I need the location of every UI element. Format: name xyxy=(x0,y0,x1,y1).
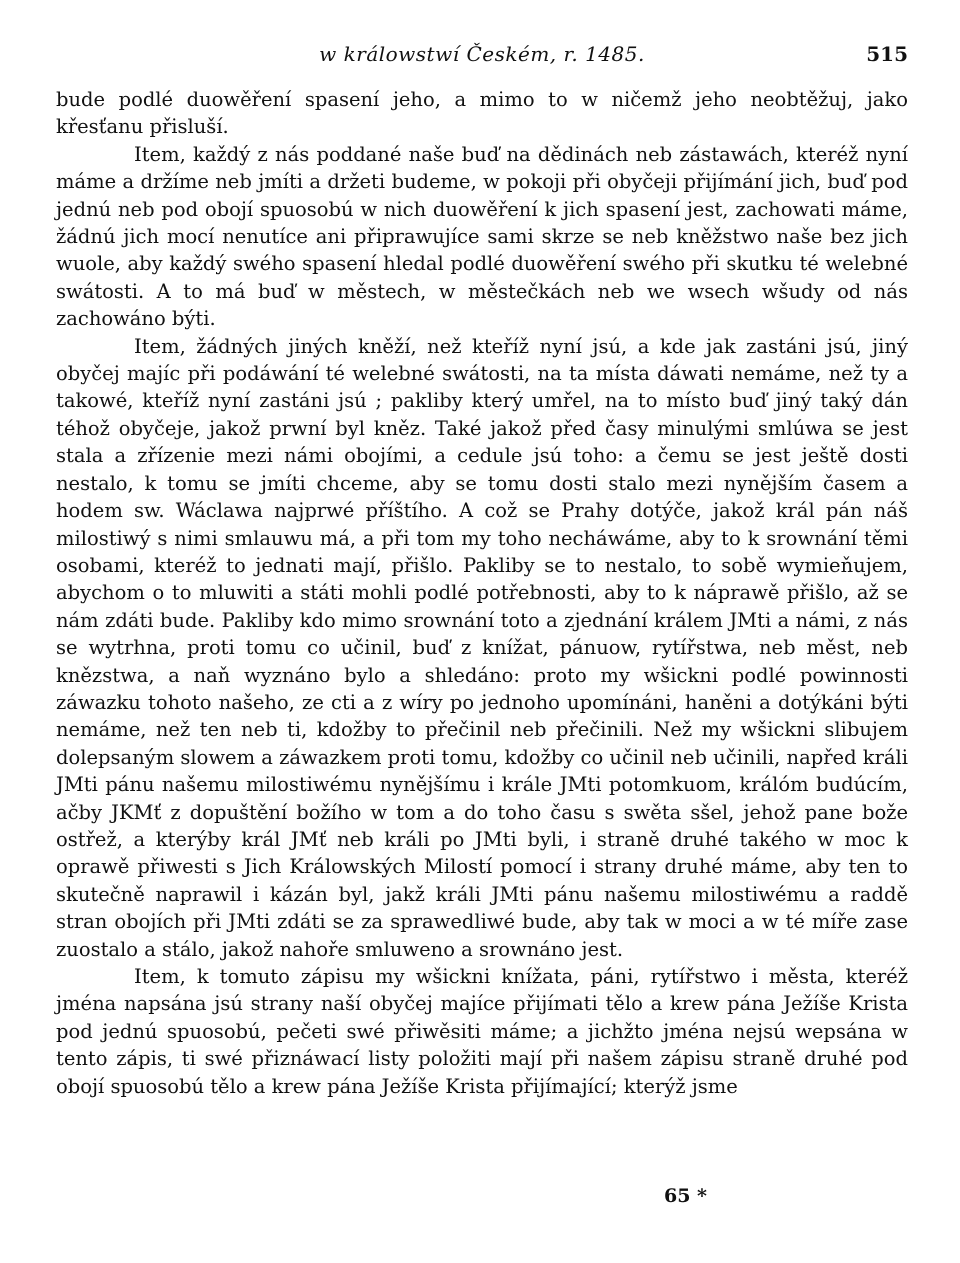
document-page xyxy=(56,38,908,1238)
paragraph-continuation: bude podlé duowěření spasení jeho, a mimo to w ničemž jeho neobtěžuj, jako křesťanu přisluší. xyxy=(56,88,908,139)
running-title: w králowstwí Českém, r. 1485. xyxy=(319,42,645,66)
paragraph-item-seals: Item, k tomuto zápisu my wšickni knížata, páni, rytířstwo i města, kteréž jména napsána jsú strany naší obyčej majíce přijímati tělo a krew pána Ježíše Krista pod jednú spuosobú, pečeti swé přiwěsiti máme; a jichžto jména nejsú wepsána w tento zápis, ti swé přiznáwací listy položiti mají při našem zápisu straně druhé pod obojí spuosobú tělo a krew pána Ježíše Krista přijímající; kterýž jsme xyxy=(56,965,908,1098)
paragraph-item-priests: Item, žádných jiných kněží, než kteříž nyní jsú, a kde jak zastáni jsú, jiný obyčej majíc při podáwání té welebné swátosti, na ta místa dáwati nemáme, než ty a takowé, kteříž nyní zastáni jsú ; pakliby který umřel, na to místo buď jiný taký dán téhož obyčeje, jakož prwní byl kněz. Také jakož před časy minulými smlúwa se jest stala a zřízenie mezi námi obojími, a cedule jsú toho: a čemu se jest ještě dosti nestalo, k tomu se jmíti chceme, aby se tomu dosti stalo mezi nynějším časem a hodem sw. Wáclawa najprwé příštího. A což se Prahy dotýče, jakož král pán náš milostiwý s nimi smlauwu má, a při tom my toho necháwáme, aby to k srownání těmi osobami, kteréž to jednati mají, přišlo. Pakliby se to nestalo, to sobě wymieňujem, abychom o to mluwiti a státi mohli podlé potřebnosti, aby to k náprawě přišlo, až se nám zdáti bude. Pakliby kdo mimo srownání toto a zjednání králem JMti a námi, z nás se wytrhna, proti tomu co učinil, buď z knížat, pánuow, rytířstwa, neb měst, neb knězstwa, a naň wyznáno bylo a shledáno: proto my wšickni podlé powinnosti záwazku tohoto našeho, ze cti a z wíry po jednoho upomínáni, haněni a dotýkáni býti nemáme, než ten neb ti, kdožby to přečinil neb přečinili. Než my wšickni slibujem dolepsaným slowem a záwazkem proti tomu, kdožby co učinil neb učinili, napřed králi JMti pánu našemu milostiwému nynějšímu i krále JMti potomkuom, králóm budúcím, ačby JKMť z dopuštění božího w tom a do toho času s swěta sšel, jehož pane bože ostřež, a kterýby král JMť neb králi po JMti byli, i straně druhé takého w moc k oprawě přiwesti s Jich Králowských Milostí pomocí i strany druhé máme, aby ten to skutečně naprawil i kázán byl, jakž králi JMti pánu našemu milostiwému a raddě stran obojích při JMti zdáti se za sprawedliwé bude, aby tak w moci a w té míře zase zuostalo a stálo, jakož nahoře smluweno a srownáno jest. xyxy=(56,334,908,961)
body-text xyxy=(56,86,908,1100)
paragraph-item-subjects: Item, každý z nás poddané naše buď na dědinách neb zástawách, kteréž nyní máme a držíme neb jmíti a držeti budeme, w pokoji při obyčeji přijímání jich, buď pod jednú neb pod obojí spuosobú w nich duowěření k jich spasení jest, zachowati máme, žádnú jich mocí nenutíce ani připrawujíce sami skrze se neb kněžstwo naše bez jich wuole, aby každý swého spasení hledal podlé duowěření swého při skutku té welebné swátosti. A to má buď w městech, w městečkách neb we wsech wšudy od nás zachowáno býti. xyxy=(56,142,908,331)
page-number: 515 xyxy=(866,42,908,66)
signature-mark: 65 * xyxy=(664,1185,707,1207)
running-head xyxy=(56,38,908,74)
